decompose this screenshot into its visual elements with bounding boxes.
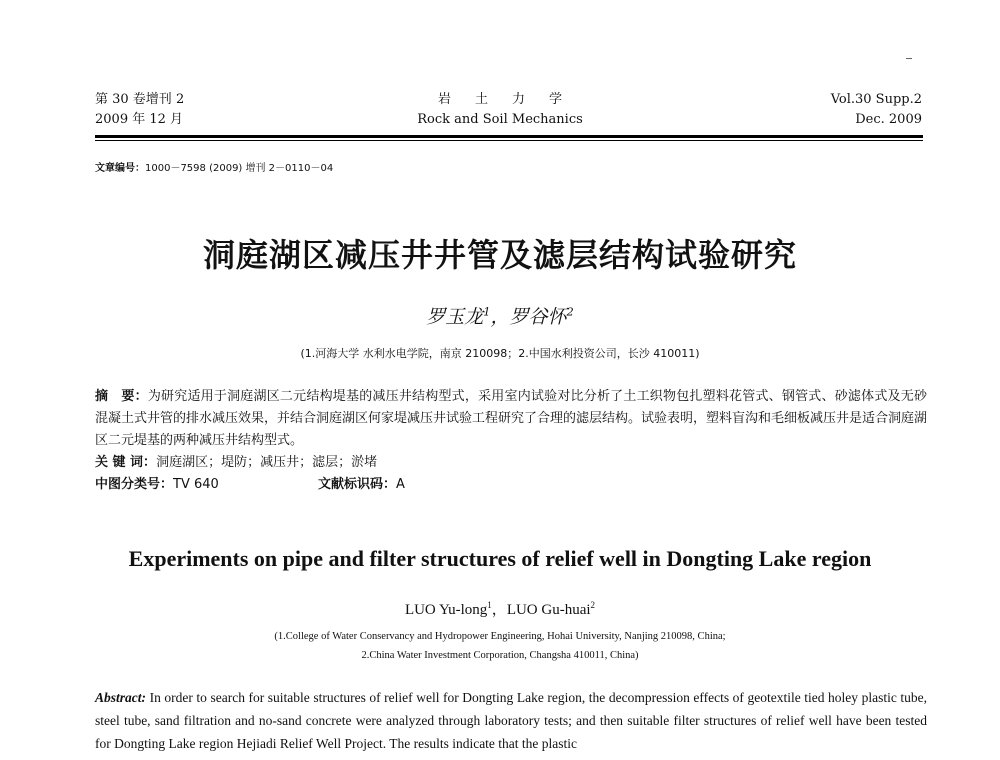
author-cn-2-sup: 2 — [566, 304, 574, 319]
title-cn: 洞庭湖区减压井井管及滤层结构试验研究 — [202, 236, 797, 274]
header-rule-thick — [95, 135, 923, 138]
header-date-en: Dec. 2009 — [855, 112, 922, 127]
article-number-label: 文章编号： — [95, 163, 145, 174]
author-en-2: LUO Gu-huai — [506, 602, 591, 618]
authors-cn — [0, 302, 1000, 329]
author-en-1: LUO Yu-long — [404, 602, 488, 618]
abstract-cn — [95, 386, 927, 452]
author-cn-1: 罗玉龙 — [426, 306, 484, 328]
author-en-separator: ， — [491, 602, 507, 618]
affiliation-cn: (1.河海大学 水利水电学院，南京 210098；2.中国水利投资公司，长沙 410011) — [300, 347, 700, 360]
scan-mark — [906, 58, 912, 59]
document-code — [318, 473, 405, 492]
classification-label: 中图分类号： — [95, 477, 174, 492]
author-cn-1-sup: 1 — [483, 304, 491, 319]
author-cn-separator: ， — [490, 306, 510, 328]
affiliation-en — [0, 627, 1000, 665]
authors-en — [0, 598, 1000, 619]
article-number-value: 1000－7598 (2009) 增刊 2－0110－04 — [145, 163, 334, 174]
abstract-cn-label: 摘 要： — [95, 389, 148, 404]
header-volume-en — [831, 90, 922, 130]
abstract-en-label: Abstract: — [95, 690, 147, 705]
affiliation-en-line2: 2.China Water Investment Corporation, Changsha 410011, China) — [361, 650, 639, 661]
header-vol-supp: Vol.30 Supp.2 — [830, 92, 922, 107]
keywords-cn — [95, 451, 377, 470]
title-en: Experiments on pipe and filter structures of relief well in Dongting Lake region — [128, 546, 872, 571]
article-number — [95, 159, 333, 174]
classification-number — [95, 473, 219, 492]
abstract-cn-text: 为研究适用于洞庭湖区二元结构堤基的减压井结构型式，采用室内试验对比分析了土工织物包扎塑料花管式、钢管式、砂滤体式及无砂混凝土式井管的排水减压效果，并结合洞庭湖区何家堤减压井试验工程研究了合理的滤层结构。试验表明，塑料盲沟和毛细板减压井是适合洞庭湖区二元堤基的两种减压井结构型式。 — [95, 389, 928, 448]
keywords-cn-label: 关 键 词： — [95, 455, 157, 470]
author-cn-2: 罗谷怀 — [509, 306, 567, 328]
author-en-1-sup: 1 — [487, 600, 492, 610]
abstract-en-text: In order to search for suitable structures of relief well for Dongting Lake region, the decompression effects of geotextile tied holey plastic tube, steel tube, sand filtration and no-sand concrete were analyzed through laboratory tests; and then suitable filter structures of relief well have been tested for Dongting Lake region Hejiadi Relief Well Project. The results indicate that the plastic — [95, 690, 927, 751]
journal-name-cn: 岩土力学 — [437, 92, 586, 107]
document-code-label: 文献标识码： — [318, 477, 397, 492]
affiliation-en-line1: (1.College of Water Conservancy and Hydropower Engineering, Hohai University, Nanjing 210098, China; — [274, 631, 726, 642]
keywords-cn-text: 洞庭湖区；堤防；减压井；滤层；淤堵 — [156, 455, 378, 470]
header-volume: 第 30 卷增刊 2 — [95, 92, 185, 107]
document-code-value: A — [396, 477, 405, 492]
author-en-2-sup: 2 — [590, 600, 596, 610]
classification-value: TV 640 — [173, 477, 219, 492]
header-rule-thin — [95, 140, 923, 141]
abstract-en — [95, 686, 927, 755]
journal-name-en: Rock and Soil Mechanics — [417, 112, 583, 127]
header-date-cn: 2009 年 12 月 — [95, 112, 184, 127]
